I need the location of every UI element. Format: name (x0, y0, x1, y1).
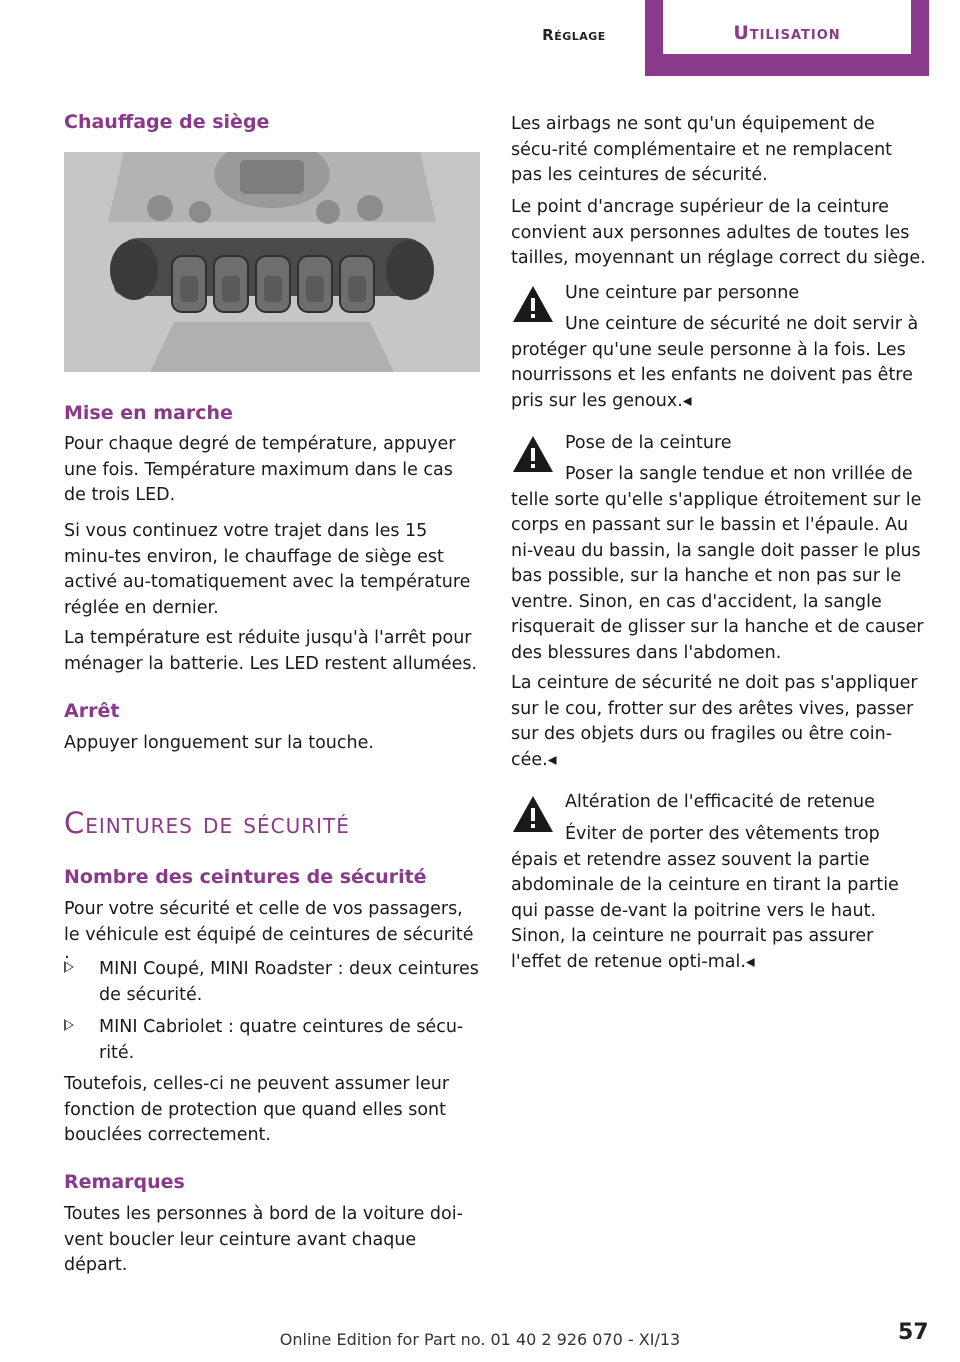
triangle-bullet-icon (64, 1019, 74, 1031)
list-item-text: MINI Cabriolet : quatre ceintures de sécu-rité. (99, 1017, 464, 1063)
count-paragraph: Pour votre sécurité et celle de vos passagers, le véhicule est équipé de ceintures de sécurité : (64, 899, 474, 970)
warning-1-text: Une ceinture de sécurité ne doit servir à protéger qu'une seule personne à la fois. Les nourrissons et les enfants ne doivent pas être pris sur les genoux.◂ (511, 314, 919, 411)
on-paragraph-1: Pour chaque degré de température, appuyer une fois. Température maximum dans le cas de trois LED. (64, 434, 456, 505)
dashboard-illustration (64, 152, 480, 372)
warning-2-title: Pose de la ceinture (565, 433, 732, 453)
seat-heating-photo (64, 152, 480, 372)
on-title: Mise en marche (64, 402, 233, 424)
on-paragraph-2: Si vous continuez votre trajet dans les 15 minu-tes environ, le chauffage de siège est activé au-tomatiquement avec la température réglée en dernier. (64, 521, 471, 618)
off-title: Arrêt (64, 700, 120, 722)
section-tab (504, 0, 644, 68)
count-title: Nombre des ceintures de sécurité (64, 866, 427, 888)
section-label: Réglage (542, 26, 606, 44)
remarks-title: Remarques (64, 1171, 185, 1193)
triangle-bullet-icon (64, 961, 74, 973)
on-paragraph-3: La température est réduite jusqu'à l'arrêt pour ménager la batterie. Les LED restent allumées. (64, 628, 478, 674)
page-number: 57 (898, 1320, 929, 1345)
list-item (64, 957, 480, 1008)
seat-heating-title: Chauffage de siège (64, 111, 270, 133)
list-item-text: MINI Coupé, MINI Roadster : deux ceintures de sécurité. (99, 959, 479, 1005)
off-paragraph: Appuyer longuement sur la touche. (64, 733, 374, 753)
count-paragraph-2: Toutefois, celles-ci ne peuvent assumer leur fonction de protection que quand elles sont bouclées correctement. (64, 1074, 450, 1145)
anchor-paragraph: Le point d'ancrage supérieur de la ceinture convient aux personnes adultes de toutes les tailles, moyennant un réglage correct du siège. (511, 197, 926, 268)
chapter-title: Ceintures de sécurité (64, 806, 350, 840)
chapter-tab-label: Utilisation (733, 22, 841, 44)
remarks-paragraph: Toutes les personnes à bord de la voiture doi-vent boucler leur ceinture avant chaque départ. (64, 1204, 463, 1275)
chapter-tab (645, 0, 929, 76)
warning-2-text: Poser la sangle tendue et non vrillée de telle sorte qu'elle s'applique étroitement sur le corps en passant sur le bassin et l'épaule. Au ni-veau du bassin, la sangle doit passer le plus bas possible, sur la hanche et non pas sur le ventre. Sinon, en cas d'accident, la sangle risquerait de glisser sur la hanche et de causer des blessures dans l'abdomen. (511, 464, 924, 663)
warning-3-text: Éviter de porter des vêtements trop épais et retendre assez souvent la partie abdominale de la ceinture en tirant la partie qui passe de-vant la poitrine vers le haut. Sinon, la ceinture ne pourrait pas assurer l'effet de retenue opti-mal.◂ (511, 824, 899, 972)
footer-edition: Online Edition for Part no. 01 40 2 926 070 - XI/13 (279, 1330, 681, 1349)
warning-1-title: Une ceinture par personne (565, 283, 800, 303)
list-item (64, 1015, 480, 1066)
warning-3-title: Altération de l'efficacité de retenue (565, 792, 875, 812)
airbag-paragraph: Les airbags ne sont qu'un équipement de sécu-rité complémentaire et ne remplacent pas les ceintures de sécurité. (511, 114, 893, 185)
warning-2-text-2: La ceinture de sécurité ne doit pas s'appliquer sur le cou, frotter sur des arêtes vives, passer sur des objets durs ou fragiles ou être coin-cée.◂ (511, 673, 918, 770)
